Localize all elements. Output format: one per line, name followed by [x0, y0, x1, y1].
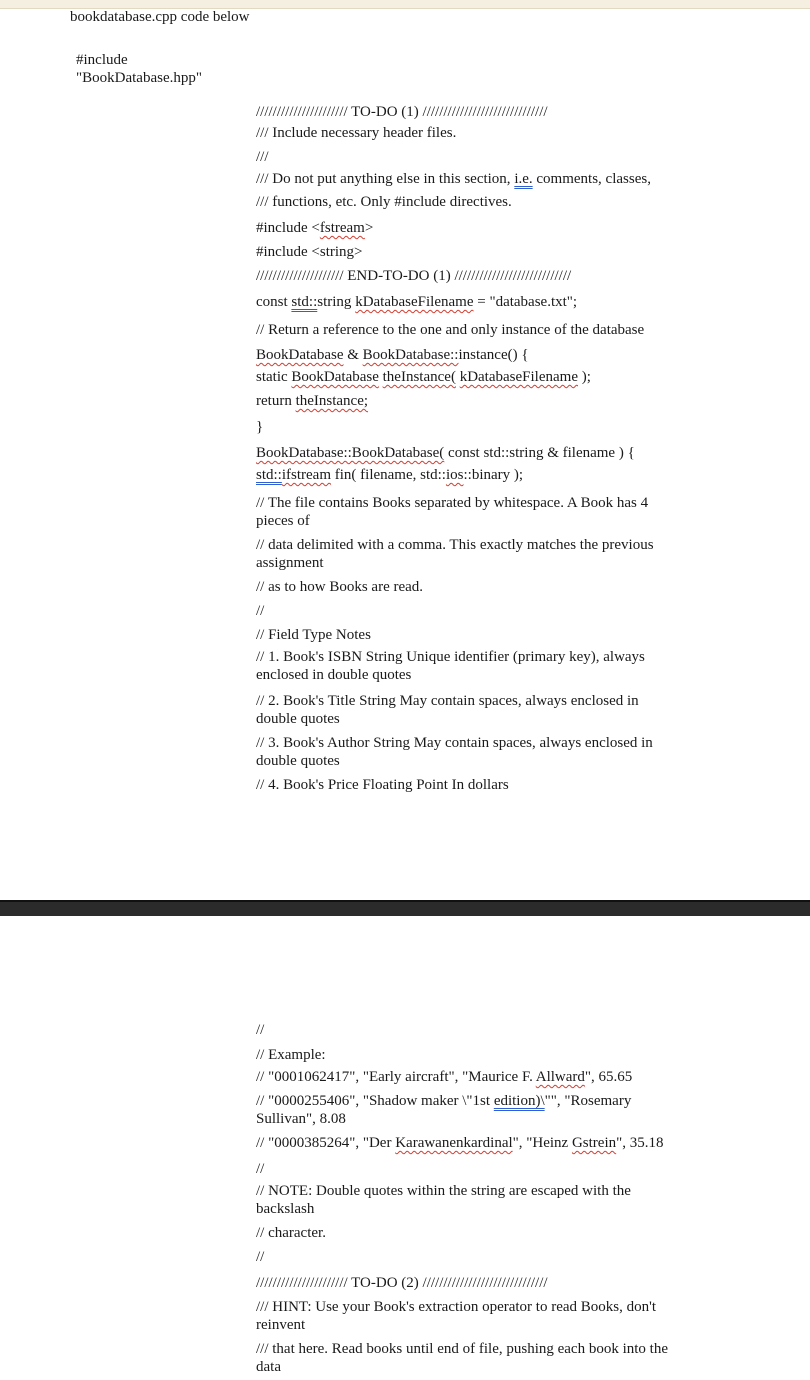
code-text: // "0001062417", "Early aircraft", "Maurice F. [256, 1069, 536, 1085]
code-text: } [256, 419, 264, 435]
spellcheck-flagged-text: kDatabaseFilename [459, 369, 578, 385]
code-line [256, 512, 726, 530]
grammar-flagged-text: std:: [291, 294, 318, 310]
grammar-flagged-text: i.e. [514, 171, 533, 187]
code-line [256, 368, 726, 386]
code-text: // data delimited with a comma. This exactly matches the previous [256, 537, 654, 553]
code-text: "", "Rosemary [544, 1093, 632, 1109]
code-line [256, 666, 726, 684]
code-line [256, 776, 726, 794]
code-text: // 4. Book's Price Floating Point In dollars [256, 777, 509, 793]
code-text: pieces of [256, 513, 310, 529]
include-directive [76, 51, 202, 87]
code-text: /// that here. Read books until end of file, pushing each book into the [256, 1341, 668, 1357]
code-text: // [256, 1161, 265, 1177]
code-text: double quotes [256, 711, 340, 727]
code-text: ///////////////////// END-TO-DO (1) //////////////////////////// [256, 268, 572, 284]
code-text: ", 65.65 [584, 1069, 633, 1085]
code-text: return [256, 393, 296, 409]
code-text: #include < [256, 220, 320, 236]
code-text: assignment [256, 555, 324, 571]
code-text: // 2. Book's Title String May contain spaces, always enclosed in [256, 693, 639, 709]
code-line [256, 1274, 726, 1292]
code-text: > [364, 220, 374, 236]
code-text: // Return a reference to the one and only instance of the database [256, 322, 645, 338]
code-text: // "0000385264", "Der [256, 1135, 396, 1151]
code-text: // 1. Book's ISBN String Unique identifier (primary key), always [256, 649, 645, 665]
code-line [256, 626, 726, 644]
code-text: fin( filename, std:: [331, 467, 446, 483]
code-text: // as to how Books are read. [256, 579, 424, 595]
code-text: // 3. Book's Author String May contain spaces, always enclosed in [256, 735, 653, 751]
code-text: // [256, 1249, 265, 1265]
code-text: ); [577, 369, 591, 385]
code-line [256, 1358, 726, 1376]
code-line [256, 1200, 726, 1218]
code-line [256, 392, 726, 410]
code-line [256, 1316, 726, 1334]
code-text: instance() { [458, 347, 529, 363]
code-line [256, 494, 726, 512]
spellcheck-flagged-text: BookDatabase::BookDatabase( [256, 445, 445, 461]
page-title: bookdatabase.cpp code below [70, 9, 250, 25]
spellcheck-flagged-text: ifstream [281, 467, 331, 483]
code-text: double quotes [256, 753, 340, 769]
spellcheck-flagged-text: Gstrein [571, 1135, 617, 1151]
include-filename: "BookDatabase.hpp" [76, 70, 202, 86]
code-text: #include <string> [256, 244, 363, 260]
spellcheck-flagged-text: kDatabaseFilename [355, 294, 474, 310]
include-keyword: #include [76, 52, 128, 68]
code-text: ////////////////////// TO-DO (1) ////////////////////////////// [256, 104, 548, 120]
code-line [256, 752, 726, 770]
code-text: data [256, 1359, 281, 1375]
spellcheck-flagged-text: Allward [535, 1069, 585, 1085]
code-line [256, 554, 726, 572]
spellcheck-flagged-text: BookDatabase [256, 347, 344, 363]
spellcheck-flagged-text: BookDatabase:: [362, 347, 459, 363]
code-line [256, 418, 726, 436]
grammar-flagged-text: edition)\ [493, 1093, 545, 1109]
page-break-bar [0, 900, 810, 916]
code-line [256, 321, 726, 339]
code-line [256, 193, 726, 211]
code-line [256, 734, 726, 752]
spellcheck-flagged-text: theInstance( [382, 369, 456, 385]
code-text: ", "Heinz [512, 1135, 572, 1151]
code-text: // Example: [256, 1047, 326, 1063]
code-text: /// Do not put anything else in this section, [256, 171, 515, 187]
code-text: const [256, 294, 292, 310]
code-line [256, 346, 726, 364]
code-line [256, 1224, 726, 1242]
code-line [256, 219, 726, 237]
code-text: /// Include necessary header files. [256, 125, 457, 141]
code-line [256, 1021, 726, 1039]
code-line [256, 148, 726, 166]
code-line [256, 1068, 726, 1086]
code-line [256, 1340, 726, 1358]
code-line [256, 103, 726, 121]
code-text: reinvent [256, 1317, 306, 1333]
code-line [256, 1298, 726, 1316]
code-line [256, 124, 726, 142]
code-text: string [317, 294, 356, 310]
code-text: /// functions, etc. Only #include directives. [256, 194, 512, 210]
code-text: ", 35.18 [616, 1135, 664, 1151]
code-text: // The file contains Books separated by whitespace. A Book has 4 [256, 495, 649, 511]
code-text: ////////////////////// TO-DO (2) ////////////////////////////// [256, 1275, 548, 1291]
code-text: // "0000255406", "Shadow maker \"1st [256, 1093, 494, 1109]
code-line [256, 444, 726, 462]
code-line [256, 267, 726, 285]
code-line [256, 710, 726, 728]
code-text: // NOTE: Double quotes within the string are escaped with the [256, 1183, 631, 1199]
code-text: const std::string & filename ) { [444, 445, 635, 461]
code-line [256, 1134, 726, 1152]
code-line [256, 1182, 726, 1200]
spellcheck-flagged-text: BookDatabase [291, 369, 379, 385]
code-text: enclosed in double quotes [256, 667, 412, 683]
page-top-band [0, 0, 810, 9]
spellcheck-flagged-text: fstream [319, 220, 365, 236]
code-line [256, 466, 726, 484]
spellcheck-flagged-text: Karawanenkardinal [395, 1135, 513, 1151]
code-text: /// [256, 149, 269, 165]
code-text: // [256, 603, 265, 619]
code-text: Sullivan", 8.08 [256, 1111, 346, 1127]
code-line [256, 293, 726, 311]
code-line [256, 648, 726, 666]
code-line [256, 1160, 726, 1178]
code-text: static [256, 369, 292, 385]
code-text: & [343, 347, 363, 363]
code-text: backslash [256, 1201, 315, 1217]
code-text: // Field Type Notes [256, 627, 371, 643]
code-line [256, 1046, 726, 1064]
code-text: /// HINT: Use your Book's extraction operator to read Books, don't [256, 1299, 656, 1315]
code-line [256, 1110, 726, 1128]
code-text: // character. [256, 1225, 326, 1241]
code-line [256, 243, 726, 261]
code-text: ::binary ); [463, 467, 524, 483]
code-line [256, 692, 726, 710]
spellcheck-flagged-text: ios [445, 467, 464, 483]
code-text: comments, classes, [532, 171, 651, 187]
code-line [256, 170, 726, 188]
code-text: = "database.txt"; [473, 294, 578, 310]
grammar-flagged-text: std:: [256, 467, 282, 483]
spellcheck-flagged-text: theInstance; [295, 393, 369, 409]
code-line [256, 602, 726, 620]
code-text: // [256, 1022, 265, 1038]
code-line [256, 1092, 726, 1110]
code-line [256, 1248, 726, 1266]
code-line [256, 536, 726, 554]
code-line [256, 578, 726, 596]
